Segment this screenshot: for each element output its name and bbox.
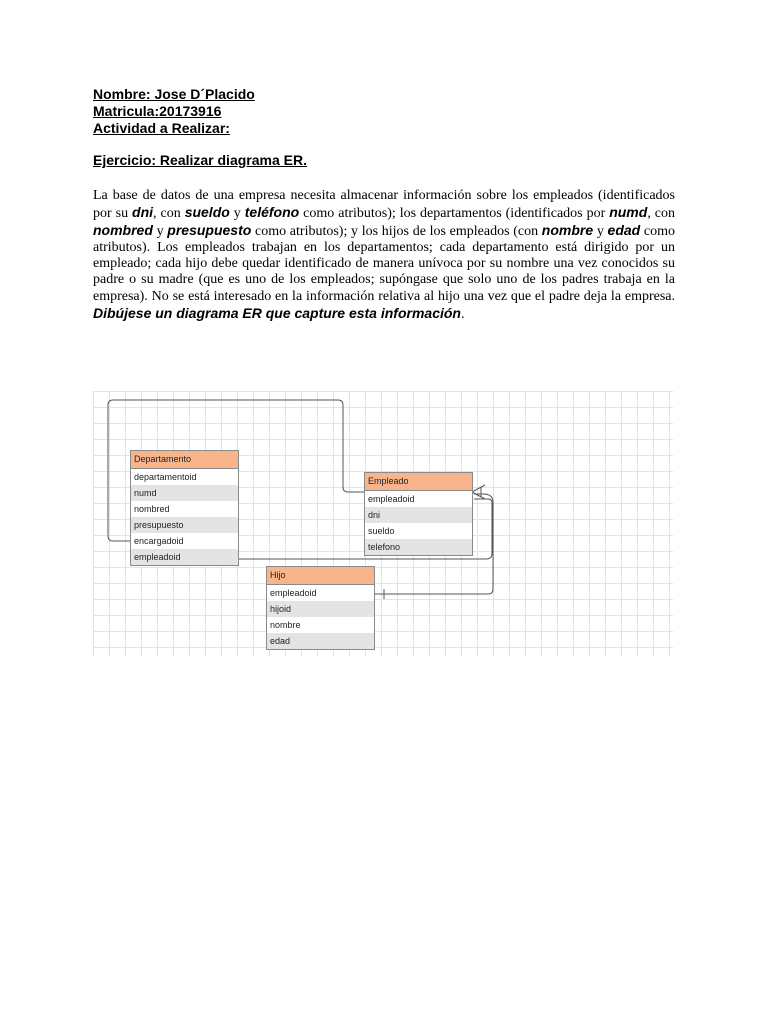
term-dni: dni (132, 204, 154, 221)
term-nombred: nombred (93, 222, 153, 239)
text-segment: y (229, 206, 245, 222)
entity-attribute: dni (365, 507, 472, 523)
entity-attribute: encargadoid (134, 536, 184, 546)
text-segment: como atributos); y los hijos de los empleados (con (251, 224, 542, 240)
problem-statement (93, 188, 675, 323)
entity-attribute: sueldo (368, 526, 395, 536)
text-segment: , con (153, 206, 185, 222)
activity-heading: Actividad a Realizar: (93, 120, 230, 136)
er-diagram (93, 391, 673, 656)
entity-title: Departamento (131, 451, 238, 469)
instruction-text: Dibújese un diagrama ER que capture esta información (93, 304, 461, 321)
student-name: Nombre: Jose D´Placido (93, 86, 255, 102)
entity-attribute: nombre (270, 620, 301, 630)
term-presupuesto: presupuesto (167, 222, 252, 239)
text-segment: y (152, 224, 168, 240)
entity-empleado (364, 472, 473, 556)
entity-attribute: edad (267, 633, 374, 649)
entity-attribute: empleadoid (131, 549, 238, 565)
term-telefono: teléfono (244, 204, 300, 221)
entity-attribute: presupuesto (131, 517, 238, 533)
entity-title: Hijo (267, 567, 374, 585)
entity-attribute: departamentoid (134, 472, 197, 482)
term-sueldo: sueldo (184, 204, 230, 221)
entity-attribute: empleadoid (270, 588, 317, 598)
entity-attribute: numd (131, 485, 238, 501)
exercise-heading: Ejercicio: Realizar diagrama ER. (93, 152, 307, 168)
student-id: Matricula:20173916 (93, 103, 222, 119)
text-segment: , con (647, 206, 675, 222)
entity-hijo (266, 566, 375, 650)
text-segment: como atributos). Los empleados trabajan en los departamentos; cada departamento está dirigido por un empleado; cada hijo debe quedar identificado de manera unívoca por su nombre una vez conocidos su padre o su madre (que es uno de los empleados; supóngase que solo uno de los padres trabaja en la empresa). No se está interesado en la información relativa al hijo una vez que el padre deja la empresa. (93, 224, 676, 304)
entity-attribute: telefono (365, 539, 472, 555)
entity-title: Empleado (365, 473, 472, 491)
text-segment: y (593, 224, 608, 240)
crowsfoot-marker (472, 485, 485, 499)
term-edad: edad (607, 222, 641, 239)
text-segment: . (460, 306, 465, 322)
entity-attribute: hijoid (267, 601, 374, 617)
entity-departamento (130, 450, 239, 566)
entity-attribute: nombred (134, 504, 170, 514)
entity-attribute: empleadoid (368, 494, 415, 504)
text-segment: como atributos); los departamentos (identificados por (299, 206, 610, 222)
term-nombre: nombre (541, 222, 594, 239)
term-numd: numd (609, 204, 648, 221)
exercise-title: Ejercicio: Realizar diagrama ER (93, 152, 304, 168)
text-segment: La base de datos de una empresa necesita almacenar información sobre los empleados (identificados por su (93, 188, 675, 222)
